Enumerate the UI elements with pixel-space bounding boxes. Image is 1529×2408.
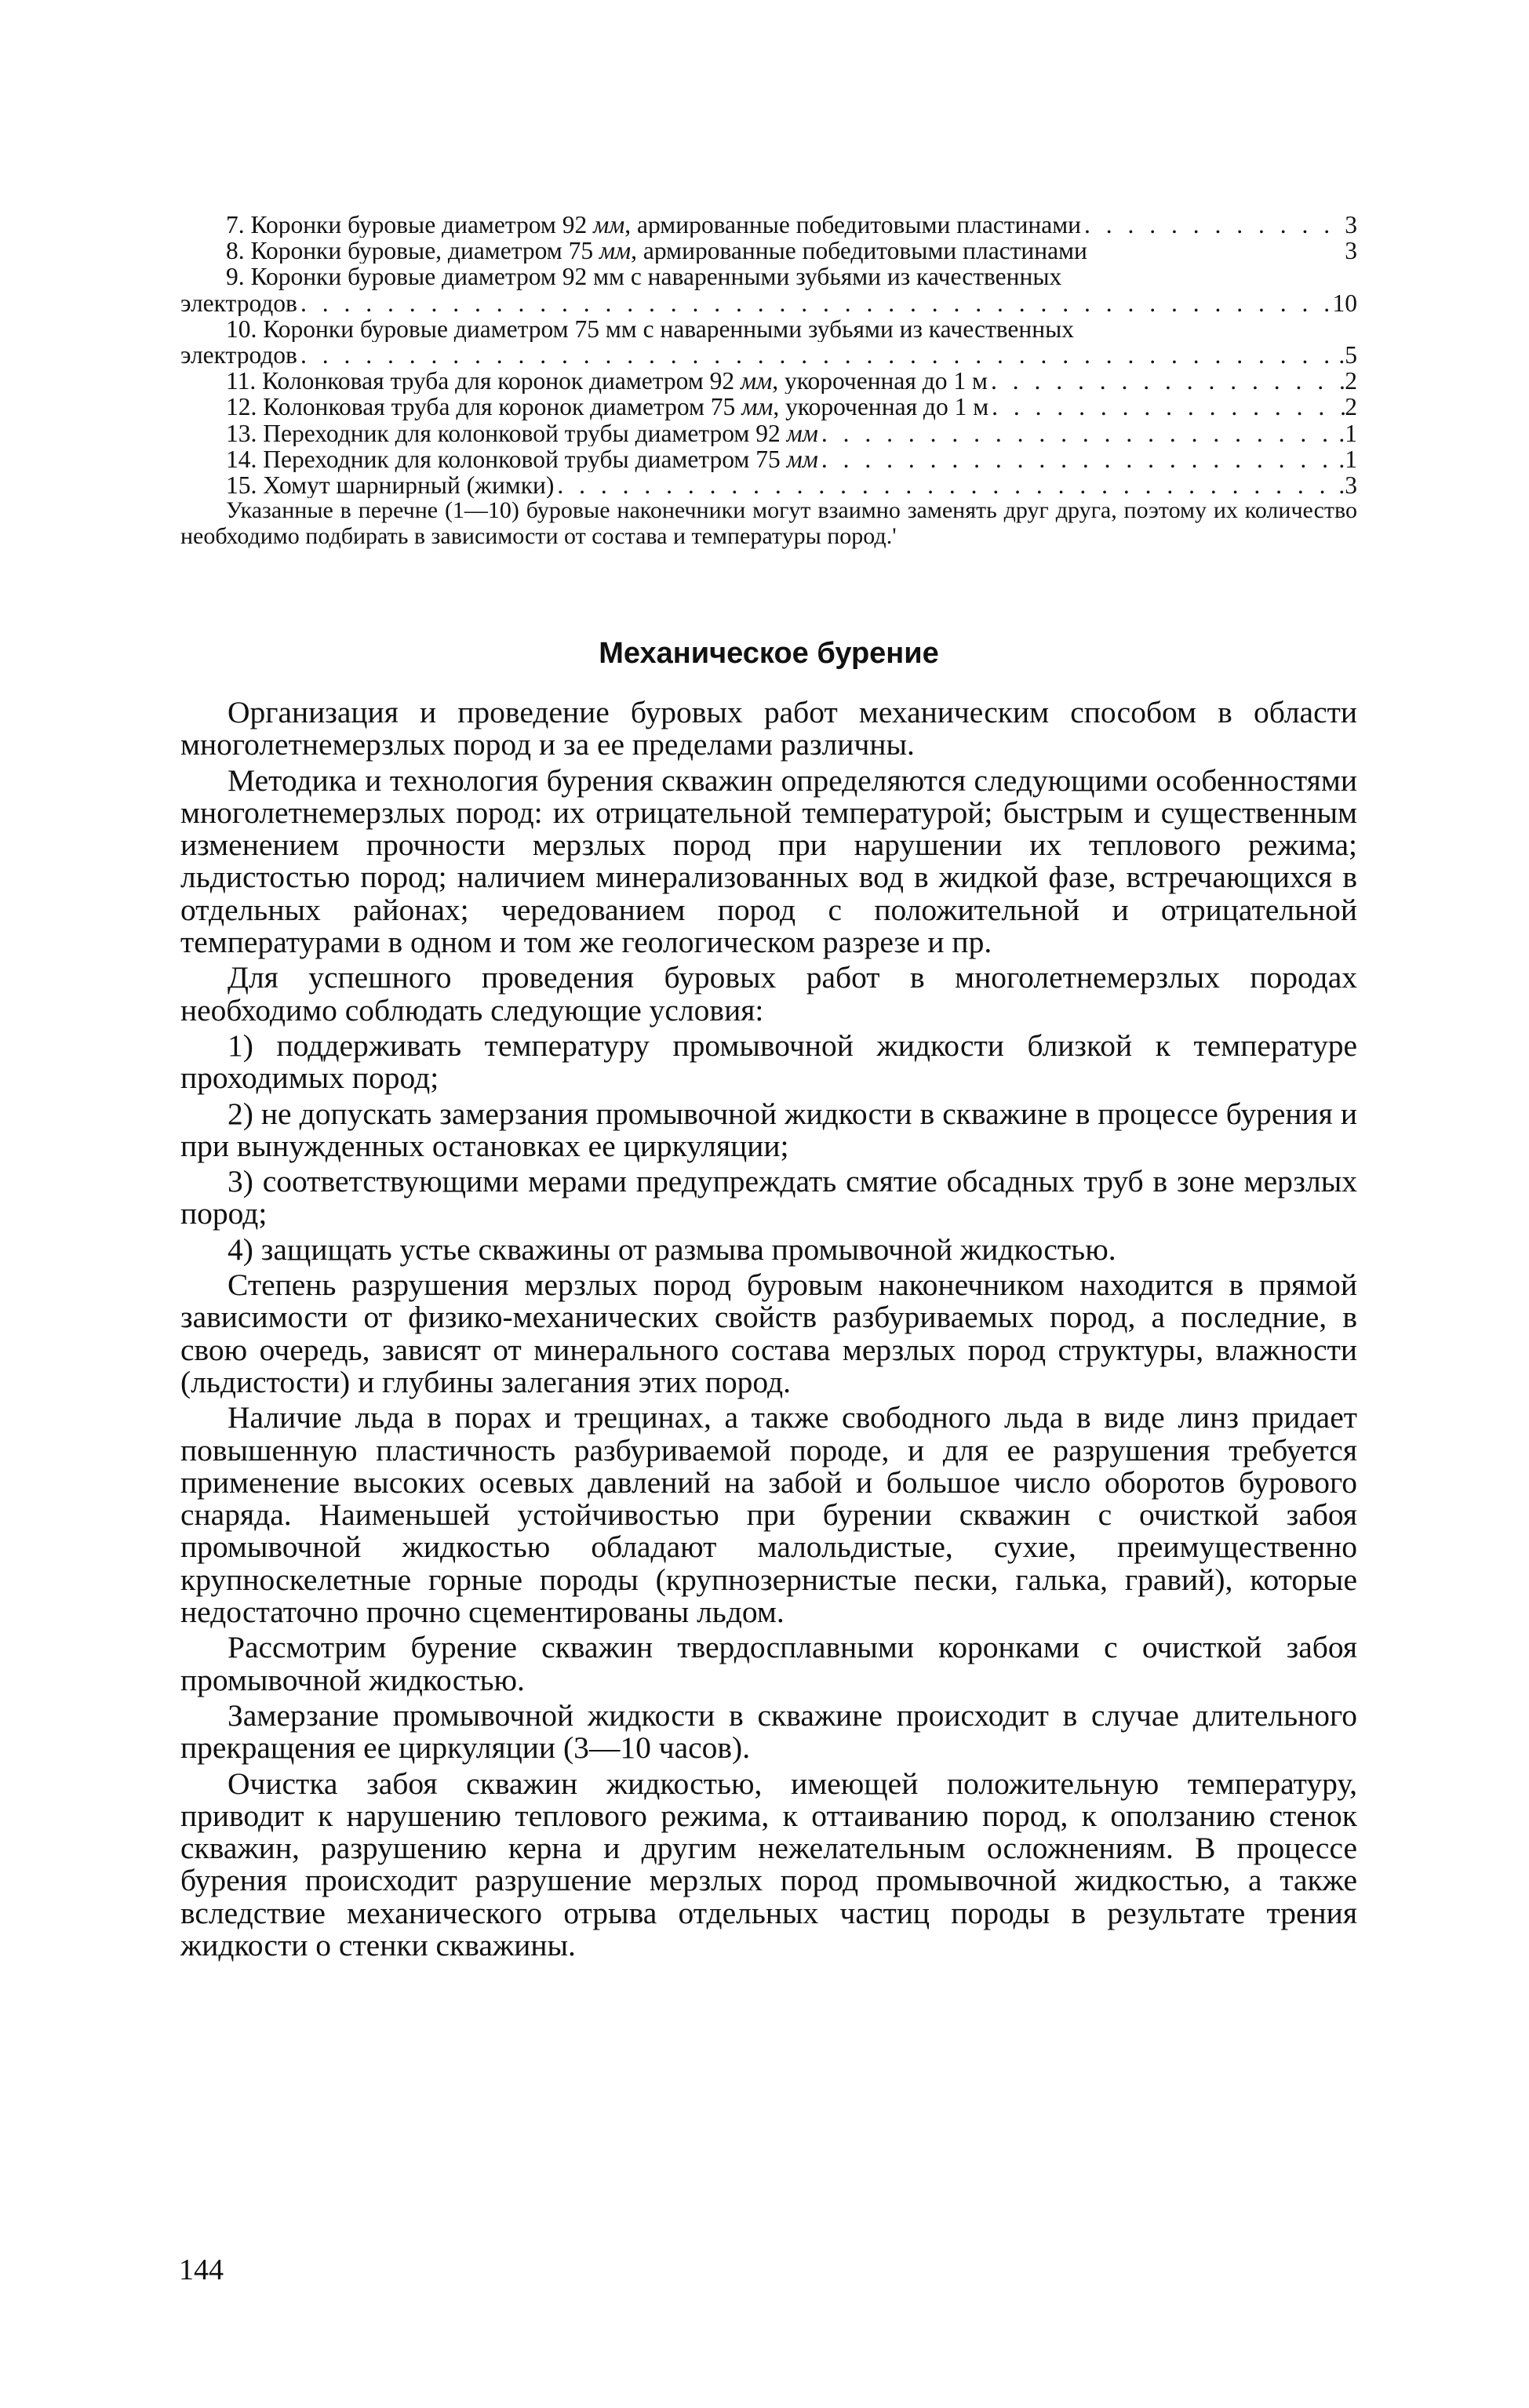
- equipment-list: [180, 212, 1357, 549]
- item-quantity: 3: [1345, 238, 1357, 264]
- list-note: Указанные в перечне (1—10) буровые наконечники могут взаимно заменять друг друга, поэтому их количество необходимо подбирать в зависимости от состава и температуры пород.': [180, 497, 1357, 549]
- leader-dots: [1081, 212, 1345, 238]
- body-text: [180, 697, 1357, 1965]
- list-item-continuation: электродов . . . 10: [180, 290, 1357, 316]
- leader-dots: [988, 368, 1345, 394]
- item-quantity: 3: [1345, 212, 1357, 238]
- paragraph: 3) соответствующими мерами предупреждать смятие обсадных труб в зоне мерзлых пород;: [180, 1164, 1357, 1231]
- paragraph: Наличие льда в порах и трещинах, а также свободного льда в виде линз придает повышенную пластичность разбуриваемой породе, и для ее разрушения требуется применение высоких осевых давлений на забой и большое число оборотов бурового снаряда. Наименьшей устойчивостью при бурении скважин с очисткой забоя промывочной жидкостью обладают малольдистые, сухие, преимущественно крупноскелетные горные породы (крупнозернистые пески, галька, гравий), которые недостаточно прочно сцементированы льдом.: [180, 1400, 1357, 1630]
- item-quantity: .1: [1338, 446, 1357, 473]
- list-item: 8. Коронки буровые, диаметром 75 мм, армированные победитовыми пластинами 3: [226, 238, 1357, 264]
- item-quantity: .5: [1338, 342, 1357, 369]
- paragraph: Рассмотрим бурение скважин твердосплавными коронками с очисткой забоя промывочной жидкостью.: [180, 1630, 1357, 1697]
- item-quantity: .3: [1338, 472, 1357, 499]
- leader-dots: [818, 420, 1339, 446]
- list-item: 15. Хомут шарнирный (жимки) . . . .3: [180, 472, 1357, 498]
- list-item: 12. Колонковая труба для коронок диаметром 75 мм, укороченная до 1 м . . . 2: [180, 394, 1357, 420]
- item-quantity: 10: [1332, 289, 1357, 316]
- list-item-continuation: электродов . . . .5: [180, 342, 1357, 368]
- leader-dots: [988, 394, 1345, 420]
- page-number: 144: [179, 2253, 224, 2286]
- paragraph: 1) поддерживать температуру промывочной жидкости близкой к температуре проходимых пород;: [180, 1028, 1357, 1096]
- paragraph: 4) защищать устье скважины от размыва промывочной жидкостью.: [228, 1231, 1116, 1267]
- section-heading: Механическое бурение: [599, 637, 939, 670]
- paragraph: Методика и технология бурения скважин определяются следующими особенностями многолетнемерзлых пород: их отрицательной температурой; быстрым и существенным изменением прочности мерзлых пород при нарушении их теплового режима; льдистостью пород; наличием минерализованных вод в жидкой фазе, встречающихся в отдельных районах; чередованием пород с положительной и отрицательной температурами в одном и том же геологическом разрезе и пр.: [180, 762, 1357, 960]
- leader-dots: [297, 342, 1338, 368]
- paragraph: Степень разрушения мерзлых пород буровым наконечником находится в прямой зависимости от физико-механических свойств разбуриваемых пород, а последние, в свою очередь, зависят от минерального состава мерзлых пород структуры, влажности (льдистости) и глубины залегания этих пород.: [180, 1268, 1357, 1399]
- paragraph: Для успешного проведения буровых работ в многолетнемерзлых породах необходимо соблюдать следующие условия:: [180, 960, 1357, 1028]
- list-item: 7. Коронки буровые диаметром 92 мм, армированные победитовыми пластинами . . . 3: [180, 212, 1357, 238]
- leader-dots: [297, 290, 1333, 316]
- paragraph: 2) не допускать замерзания промывочной жидкости в скважине в процессе бурения и при вынужденных остановках ее циркуляции;: [180, 1096, 1357, 1163]
- list-item: 13. Переходник для колонковой трубы диаметром 92 мм . . . .1: [180, 420, 1357, 446]
- item-quantity: 2: [1345, 368, 1357, 395]
- item-quantity: 2: [1345, 394, 1357, 420]
- paragraph: Замерзание промывочной жидкости в скважине происходит в случае длительного прекращения ее циркуляции (3—10 часов).: [180, 1697, 1357, 1766]
- paragraph: Организация и проведение буровых работ механическим способом в области многолетнемерзлых пород и за ее пределами различны.: [180, 695, 1357, 762]
- list-item: 14. Переходник для колонковой трубы диаметром 75 мм . . . .1: [180, 446, 1357, 472]
- paragraph: Очистка забоя скважин жидкостью, имеющей положительную температуру, приводит к нарушению теплового режима, к оттаиванию пород, к оползанию стенок скважин, разрушению керна и другим нежелательным осложнениям. В процессе бурения происходит разрушение мерзлых пород промывочной жидкостью, а также вследствие механического отрыва отдельных частиц породы в результате трения жидкости о стенки скважины.: [180, 1766, 1357, 1962]
- item-quantity: .1: [1338, 420, 1357, 446]
- leader-dots: [554, 472, 1338, 498]
- list-item: 9. Коронки буровые диаметром 92 мм с наваренными зубьями из качественных: [226, 264, 1062, 290]
- leader-dots: [818, 446, 1339, 472]
- list-item: 10. Коронки буровые диаметром 75 мм с наваренными зубьями из качественных: [226, 315, 1075, 343]
- list-item: 11. Колонковая труба для коронок диаметром 92 мм, укороченная до 1 м . . . 2: [180, 368, 1357, 394]
